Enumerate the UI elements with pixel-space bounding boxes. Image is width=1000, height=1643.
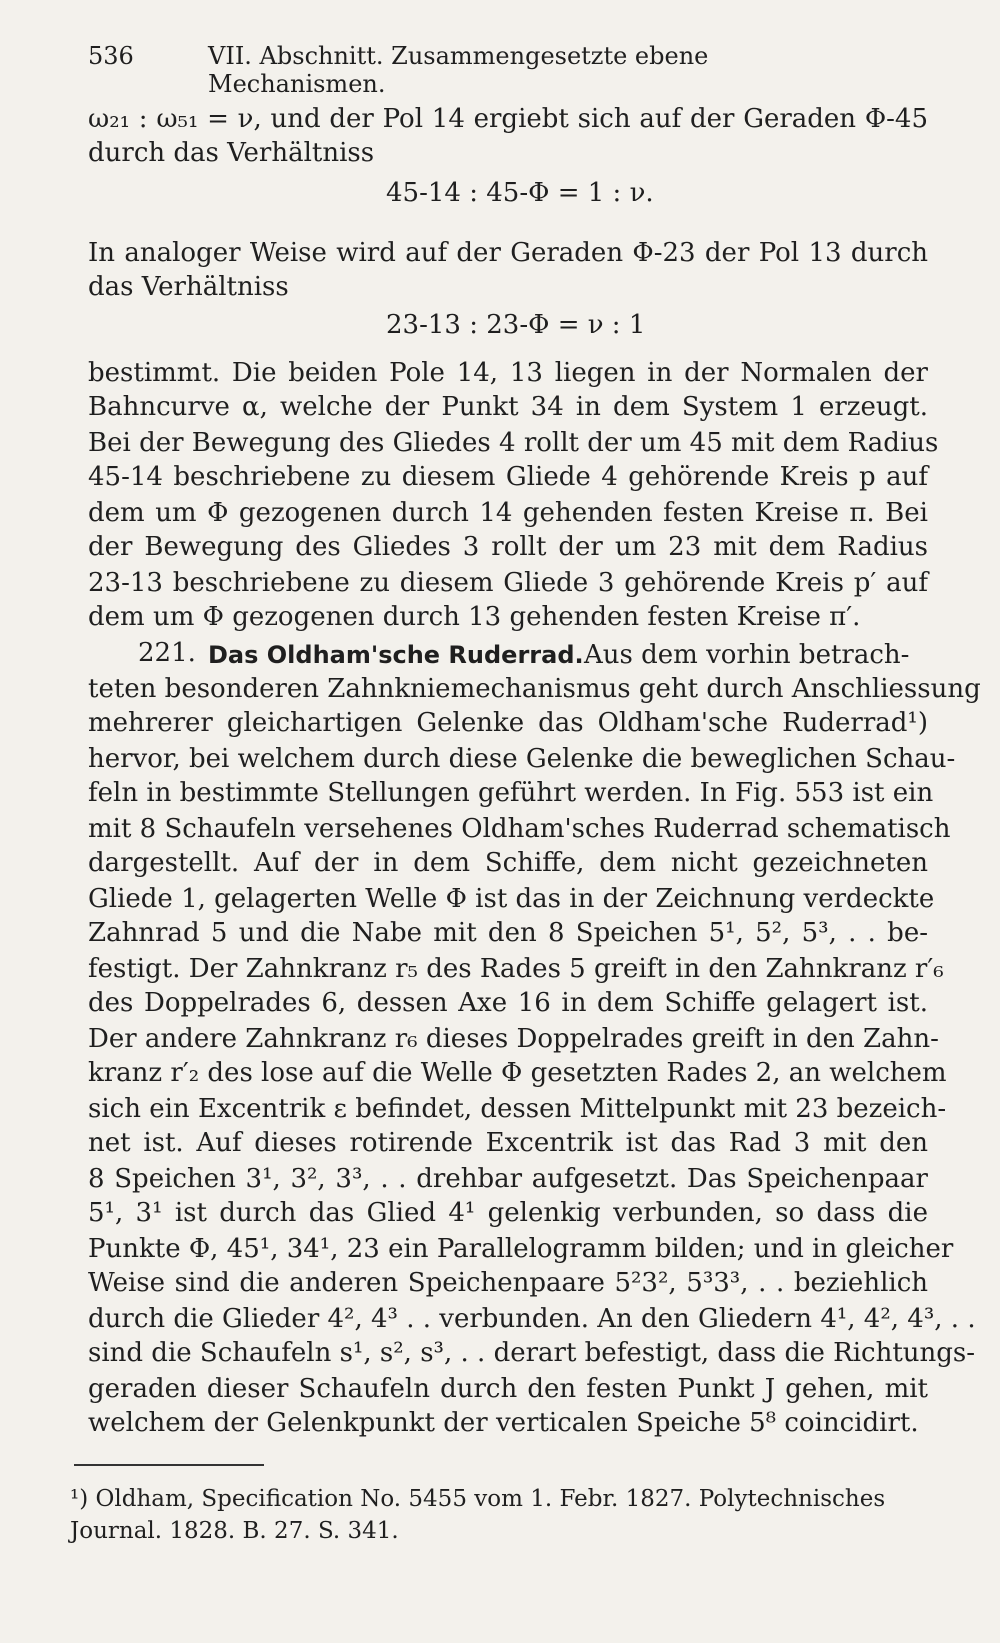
- text-line: Bahncurve α, welche der Punkt 34 in dem System 1 erzeugt.: [88, 392, 928, 422]
- text-line: Aus dem vorhin betrach-: [584, 640, 910, 670]
- text-line: des Doppelrades 6, dessen Axe 16 in dem Schiffe gelagert ist.: [88, 988, 928, 1018]
- running-title: VII. Abschnitt. Zusammengesetzte ebene Mechanismen.: [208, 42, 709, 98]
- text-line: mehrerer gleichartigen Gelenke das Oldham'sche Ruderrad¹): [88, 708, 928, 738]
- text-line: der Bewegung des Gliedes 3 rollt der um 23 mit dem Radius: [88, 532, 928, 562]
- text-line: teten besonderen Zahnkniemechanismus geht durch Anschliessung: [88, 674, 981, 704]
- text-line: feln in bestimmte Stellungen geführt werden. In Fig. 553 ist ein: [88, 778, 934, 808]
- text-line: 23-13 beschriebene zu diesem Gliede 3 gehörende Kreis p′ auf: [88, 568, 928, 598]
- text-line: bestimmt. Die beiden Pole 14, 13 liegen in der Normalen der: [88, 358, 928, 388]
- section-heading: Das Oldham'sche Ruderrad.: [208, 641, 584, 669]
- text-line: ω₂₁ : ω₅₁ = ν, und der Pol 14 ergiebt sich auf der Geraden Φ-45: [88, 104, 928, 134]
- text-line: mit 8 Schaufeln versehenes Oldham'sches Ruderrad schematisch: [88, 814, 951, 844]
- text-line: 5¹, 3¹ ist durch das Glied 4¹ gelenkig verbunden, so dass die: [88, 1198, 928, 1228]
- text-line: durch die Glieder 4², 4³ . . verbunden. An den Gliedern 4¹, 4², 4³, . .: [88, 1304, 976, 1334]
- text-line: sind die Schaufeln s¹, s², s³, . . derart befestigt, dass die Richtungs-: [88, 1338, 976, 1368]
- text-line: Weise sind die anderen Speichenpaare 5²3², 5³3³, . . beziehlich: [88, 1268, 928, 1298]
- text-line: welchem der Gelenkpunkt der verticalen Speiche 5⁸ coincidirt.: [88, 1408, 919, 1438]
- text-line: hervor, bei welchem durch diese Gelenke die beweglichen Schau-: [88, 744, 956, 774]
- text-line: net ist. Auf dieses rotirende Excentrik ist das Rad 3 mit den: [88, 1128, 928, 1158]
- text-line: sich ein Excentrik ε befindet, dessen Mittelpunkt mit 23 bezeich-: [88, 1094, 947, 1124]
- text-line: kranz r′₂ des lose auf die Welle Φ gesetzten Rades 2, an welchem: [88, 1058, 947, 1088]
- text-line: 45-14 beschriebene zu diesem Gliede 4 gehörende Kreis p auf: [88, 462, 928, 492]
- text-line: dargestellt. Auf der in dem Schiffe, dem nicht gezeichneten: [88, 848, 928, 878]
- formula: 23-13 : 23-Φ = ν : 1: [386, 310, 646, 340]
- page-number: 536: [88, 42, 134, 70]
- footnote-line: ¹) Oldham, Specification No. 5455 vom 1. Febr. 1827. Polytechnisches: [70, 1486, 886, 1512]
- section-number: 221.: [138, 638, 196, 668]
- text-line: Punkte Φ, 45¹, 34¹, 23 ein Parallelogramm bilden; und in gleicher: [88, 1234, 954, 1264]
- text-line: dem um Φ gezogenen durch 14 gehenden festen Kreise π. Bei: [88, 498, 928, 528]
- footnote-rule: [74, 1464, 264, 1466]
- text-line: das Verhältniss: [88, 272, 289, 302]
- text-line: geraden dieser Schaufeln durch den festen Punkt J gehen, mit: [88, 1374, 928, 1404]
- formula: 45-14 : 45-Φ = 1 : ν.: [386, 178, 654, 208]
- footnote-line: Journal. 1828. B. 27. S. 341.: [70, 1518, 399, 1544]
- text-line: 8 Speichen 3¹, 3², 3³, . . drehbar aufgesetzt. Das Speichenpaar: [88, 1164, 928, 1194]
- text-line: Zahnrad 5 und die Nabe mit den 8 Speichen 5¹, 5², 5³, . . be-: [88, 918, 928, 948]
- text-line: Bei der Bewegung des Gliedes 4 rollt der um 45 mit dem Radius: [88, 428, 939, 458]
- text-line: festigt. Der Zahnkranz r₅ des Rades 5 greift in den Zahnkranz r′₆: [88, 954, 944, 984]
- text-line: dem um Φ gezogenen durch 13 gehenden festen Kreise π′.: [88, 602, 861, 632]
- text-line: In analoger Weise wird auf der Geraden Φ-23 der Pol 13 durch: [88, 238, 928, 268]
- text-line: durch das Verhältniss: [88, 138, 375, 168]
- text-line: Der andere Zahnkranz r₆ dieses Doppelrades greift in den Zahn-: [88, 1024, 939, 1054]
- text-line: Gliede 1, gelagerten Welle Φ ist das in der Zeichnung verdeckte: [88, 884, 935, 914]
